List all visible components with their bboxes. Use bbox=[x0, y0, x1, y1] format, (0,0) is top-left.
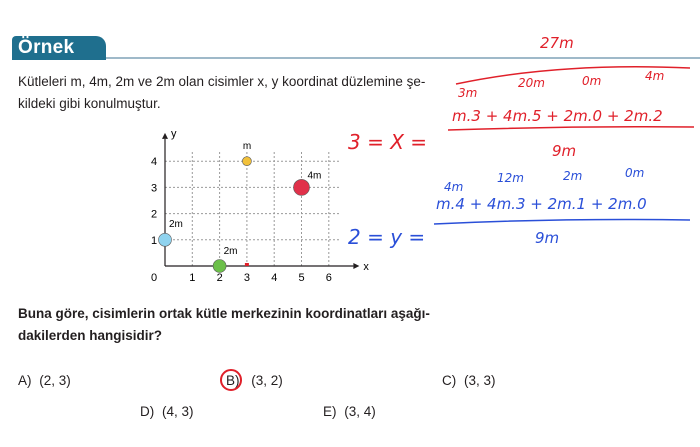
hw-y-term-2: 12m bbox=[497, 171, 524, 185]
x-tick-label: 4 bbox=[271, 272, 278, 284]
mass-label: m bbox=[242, 141, 252, 153]
x-tick-label: 3 bbox=[243, 272, 251, 284]
hw-x-term-1: 3m bbox=[458, 86, 478, 100]
hw-y-term-1: 4m bbox=[444, 180, 464, 194]
y-tick-label: 4 bbox=[151, 156, 158, 169]
question-line-2: dakilerden hangisidir? bbox=[18, 328, 163, 343]
choice-a-letter: A) bbox=[18, 373, 32, 388]
y-tick-label: 3 bbox=[151, 182, 158, 195]
question-line-1: Buna göre, cisimlerin ortak kütle merkezinin koordinatları aşağı- bbox=[18, 306, 430, 321]
choice-a-value: (2, 3) bbox=[39, 373, 71, 388]
hw-x-fraction-bar bbox=[448, 127, 694, 130]
choice-b-letter: B) bbox=[226, 373, 240, 388]
answer-circle bbox=[221, 370, 241, 390]
hw-x-numerator: m.3 + 4m.5 + 2m.0 + 2m.2 bbox=[452, 107, 663, 125]
choice-e-letter: E) bbox=[323, 404, 337, 419]
choice-b-value: (3, 2) bbox=[251, 373, 283, 388]
choice-d-value: (4, 3) bbox=[162, 404, 194, 419]
x-tick-label: 0 bbox=[151, 272, 158, 284]
hw-y-term-4: 0m bbox=[625, 166, 645, 180]
x-tick-label: 6 bbox=[325, 272, 332, 284]
example-title: Örnek bbox=[18, 37, 75, 58]
x-tick-label: 5 bbox=[298, 272, 305, 284]
hw-y-denominator: 9m bbox=[535, 229, 560, 247]
problem-line-1: Kütleleri m, 4m, 2m ve 2m olan cisimler x, y koordinat düzlemine şe- bbox=[18, 74, 426, 89]
y-axis-label: y bbox=[171, 127, 177, 140]
hw-x-term-2: 20m bbox=[518, 76, 545, 90]
mass-label: 4m bbox=[307, 170, 322, 182]
mass-label: 2m bbox=[169, 218, 183, 230]
y-tick-label: 2 bbox=[151, 208, 158, 221]
y-tick-label: 1 bbox=[151, 234, 158, 247]
hw-x-term-4: 4m bbox=[645, 69, 665, 83]
problem-line-2: kildeki gibi konulmuştur. bbox=[18, 96, 161, 111]
mass-label: 2m bbox=[223, 246, 238, 257]
hw-x-total: 27m bbox=[540, 34, 574, 52]
hw-x-term-3: 0m bbox=[582, 74, 602, 88]
hw-x-denominator: 9m bbox=[552, 142, 577, 160]
x-axis-label: x bbox=[363, 261, 369, 273]
choice-c-value: (3, 3) bbox=[464, 373, 496, 388]
hw-y-term-3: 2m bbox=[563, 169, 583, 183]
hw-y-numerator: m.4 + 4m.3 + 2m.1 + 2m.0 bbox=[436, 195, 647, 213]
x-tick-label: 2 bbox=[216, 272, 223, 284]
choice-e-value: (3, 4) bbox=[344, 404, 376, 419]
hw-x-result: 3 = X = bbox=[348, 130, 428, 154]
choice-c-letter: C) bbox=[442, 373, 457, 388]
choice-d-letter: D) bbox=[140, 404, 155, 419]
x-tick-label: 1 bbox=[189, 272, 196, 284]
hw-y-fraction-bar bbox=[434, 220, 690, 225]
hw-y-result: 2 = y = bbox=[348, 225, 426, 249]
